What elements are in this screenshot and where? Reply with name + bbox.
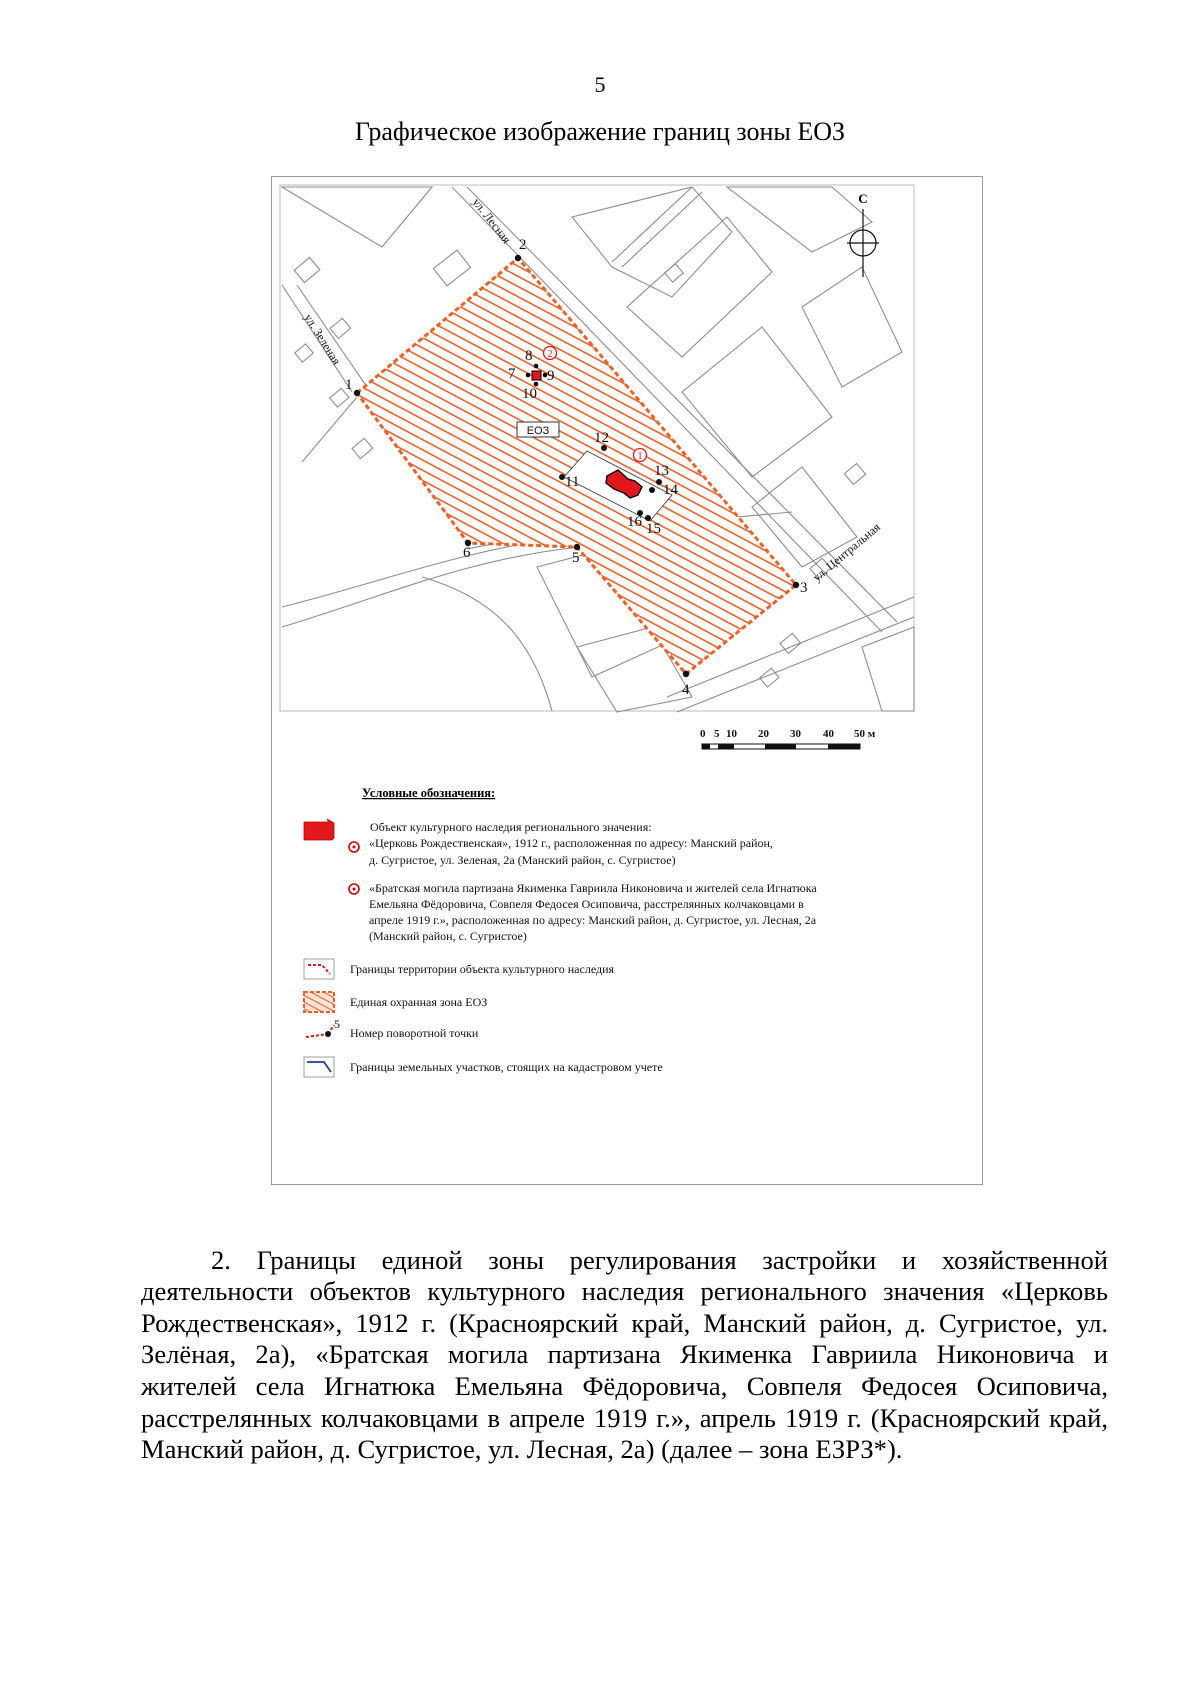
point-3: 3 (800, 580, 808, 596)
point-6: 6 (463, 545, 471, 561)
point-7: 7 (508, 366, 516, 382)
object-marker-1: 1 (637, 451, 643, 462)
legend-object2-line1: «Братская могила партизана Якименка Гавриила Никоновича и жителей села Игнатюка (369, 881, 817, 895)
svg-text:0: 0 (700, 728, 706, 740)
page-title: Графическое изображение границ зоны ЕОЗ (354, 117, 846, 146)
legend-object2-line2: Емельяна Фёдоровича, Совпеля Федосея Осиповича, расстрелянных колчаковцами в (369, 897, 804, 911)
point-11: 11 (565, 474, 580, 490)
legend-object2-line3: апреле 1919 г.», расположенная по адресу: Манский район, д. Сугристое, ул. Лесная, 2а (369, 913, 817, 927)
point-5: 5 (572, 550, 580, 566)
body-paragraph: 2. Границы единой зоны регулирования застройки и хозяйственной деятельности объектов культурного наследия регионального значения «Церковь Рождественская», 1912 г. (Красноярский край, Манский район, д. Сугристое, ул. Зелёная, 2а), «Братская могила партизана Якименка Гавриила Никоновича и жителей села Игнатюка Емельяна Фёдоровича, Совпеля Федосея Осиповича, расстрелянных колчаковцами в апреле 1919 г.», апрель 1919 г. (Красноярский край, Манский район, д. Сугристое, ул. Лесная, 2а) (далее – зона ЕЗРЗ*). (141, 1244, 1108, 1465)
point-1: 1 (345, 377, 353, 393)
object-marker-2: 2 (547, 349, 553, 360)
legend-object2-line4: (Манский район, с. Сугристое) (369, 929, 527, 943)
page-number: 5 (594, 72, 606, 97)
north-arrow-icon (847, 209, 879, 277)
street-tsentralnaya: ул. Центральная (809, 519, 883, 585)
svg-text:40: 40 (823, 728, 834, 740)
point-15: 15 (646, 521, 661, 537)
svg-text:50 м: 50 м (854, 728, 876, 740)
point-2: 2 (519, 237, 527, 253)
svg-text:5: 5 (714, 728, 720, 740)
legend-object1-line2: д. Сугристое, ул. Зеленая, 2а (Манский район, с. Сугристое) (369, 853, 676, 867)
map-area (280, 185, 914, 749)
point-14: 14 (663, 482, 678, 498)
map-figure (271, 176, 983, 1185)
street-lesnaya: ул. Лесная (469, 195, 514, 247)
legend-point-number: 5 (334, 1017, 340, 1031)
point-4: 4 (682, 682, 690, 698)
svg-text:30: 30 (790, 728, 801, 740)
legend-boundary-label: Границы территории объекта культурного наследия (350, 962, 615, 976)
legend-object-heading: Объект культурного наследия регионального значения: (370, 820, 652, 834)
legend-title: Условные обозначения: (362, 786, 496, 800)
point-12: 12 (594, 430, 609, 446)
svg-text:20: 20 (758, 728, 769, 740)
legend (304, 786, 817, 1077)
street-zelenaya: ул. Зеленая (301, 311, 344, 368)
scale-bar (700, 728, 876, 749)
point-16: 16 (627, 514, 642, 530)
legend-parcels-label: Границы земельных участков, стоящих на кадастровом учете (350, 1060, 663, 1074)
legend-zone-label: Единая охранная зона ЕОЗ (350, 995, 488, 1009)
legend-point-label: Номер поворотной точки (350, 1026, 479, 1040)
point-13: 13 (654, 463, 669, 479)
svg-text:10: 10 (726, 728, 737, 740)
point-10: 10 (522, 386, 537, 402)
legend-object1-line1: «Церковь Рождественская», 1912 г., расположенная по адресу: Манский район, (369, 836, 773, 850)
zone-label: ЕОЗ (526, 425, 550, 437)
point-8: 8 (525, 348, 533, 364)
north-label: С (858, 191, 868, 206)
point-9: 9 (547, 368, 555, 384)
